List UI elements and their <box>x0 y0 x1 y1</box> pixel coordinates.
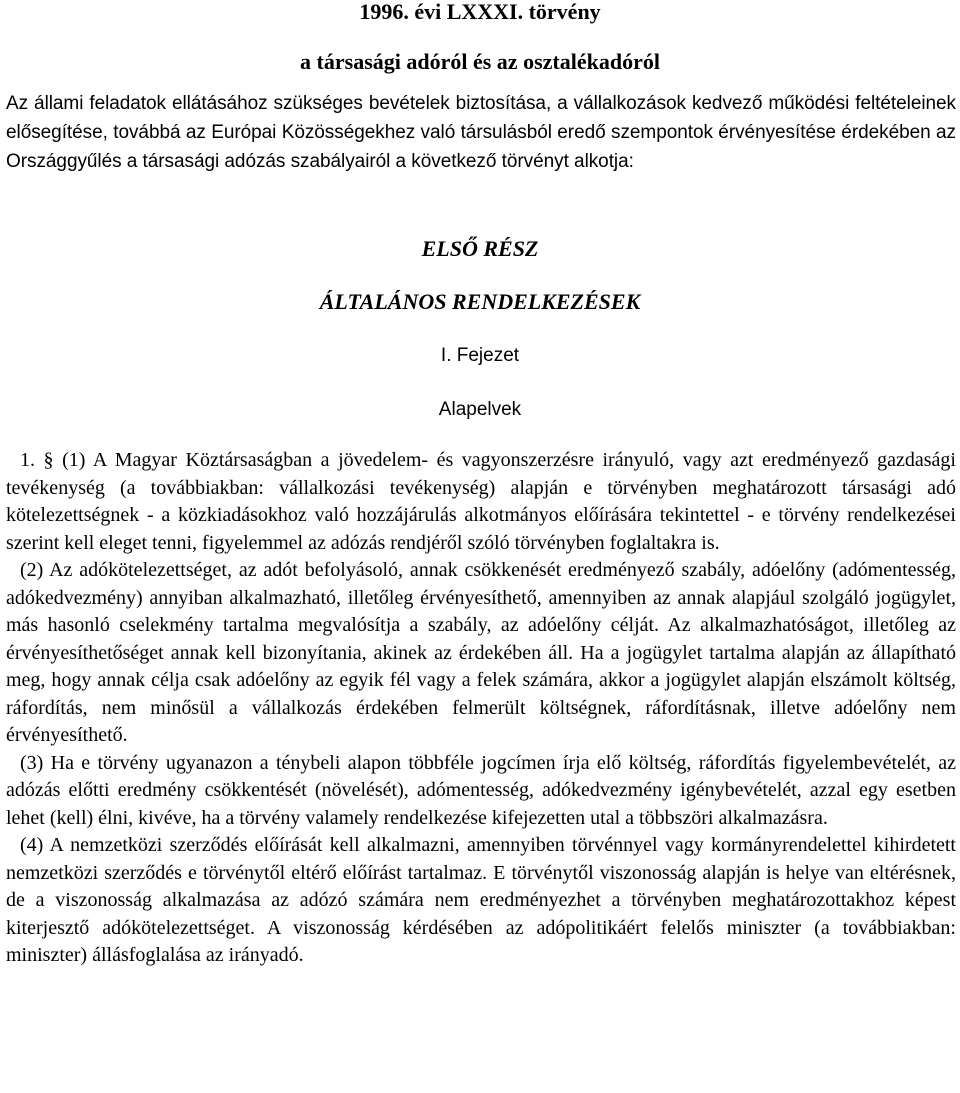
law-subtitle: a társasági adóról és az osztalékadóról <box>300 49 660 74</box>
law-title: 1996. évi LXXXI. törvény <box>359 0 601 24</box>
chapter-title: Alapelvek <box>438 399 522 420</box>
paragraph-4: (4) A nemzetközi szerződés előírását kell alkalmazni, amennyiben törvénnyel vagy kormányrendelettel kihirdetett nemzetközi szerződés e törvénytől eltérő előírást tartalmaz. E törvénytől viszonosság alapján is helye van eltérésnek, de a viszonosság alkalmazása az adózó számára nem eredményezhet a törvényben meghatározottakhoz képest kiterjesztő adókötelezettséget. A viszonosság kérdésében az adópolitikáért felelős miniszter (a továbbiakban: miniszter) állásfoglalása az irányadó. <box>6 834 956 966</box>
paragraph-1: 1. § (1) A Magyar Köztársaságban a jövedelem- és vagyonszerzésre irányuló, vagy azt eredményező gazdasági tevékenység (a továbbiakban: vállalkozási tevékenység) alapján e törvényben meghatározott társasági adó kötelezettségnek - a közkiadásokhoz való hozzájárulás alkotmányos előírására tekintettel - e törvény rendelkezései szerint kell eleget tenni, figyelemmel az adózás rendjéről szóló törvényben foglaltakra is. <box>6 449 956 554</box>
paragraph-2: (2) Az adókötelezettséget, az adót befolyásoló, annak csökkenését eredményező szabály, adóelőny (adómentesség, adókedvezmény) annyiban alkalmazható, illetőleg érvényesíthető, amennyiben az annak alapjául szolgáló jogügylet, más hasonló cselekmény tartalma megvalósítja a szabály, az adóelőny célját. Az alkalmazhatóságot, illetőleg az érvényesíthetőséget annak kell bizonyítania, akinek az érdekében áll. Ha a jogügylet tartalma alapján az állapítható meg, hogy annak célja csak adóelőny az egyik fél vagy a felek számára, akkor a jogügylet alapján elszámolt költség, ráfordítás, nem minősül a vállalkozás érdekében felmerült költségnek, ráfordításnak, illetve adóelőny nem érvényesíthető. <box>6 559 956 746</box>
part-title: ELSŐ RÉSZ <box>421 236 539 261</box>
part-subtitle: ÁLTALÁNOS RENDELKEZÉSEK <box>319 289 641 314</box>
chapter-heading: I. Fejezet <box>440 345 520 366</box>
paragraph-3: (3) Ha e törvény ugyanazon a ténybeli alapon többféle jogcímen írja elő költség, ráfordítás figyelembevételét, az adózás előtti eredmény csökkentését (növelését), adómentesség, adókedvezmény igénybevételét, azzal egy esetben lehet (kell) élni, kivéve, ha a törvény valamely rendelkezése kifejezetten utal a többszöri alkalmazásra. <box>6 751 956 829</box>
section-body <box>6 447 956 970</box>
preamble: Az állami feladatok ellátásához szükséges bevételek biztosítása, a vállalkozások kedvező működési feltételeinek elősegítése, továbbá az Európai Közösségekhez való társulásból eredő szempontok érvényesítése érdekében az Országgyűlés a társasági adózás szabályairól a következő törvényt alkotja: <box>6 93 956 172</box>
